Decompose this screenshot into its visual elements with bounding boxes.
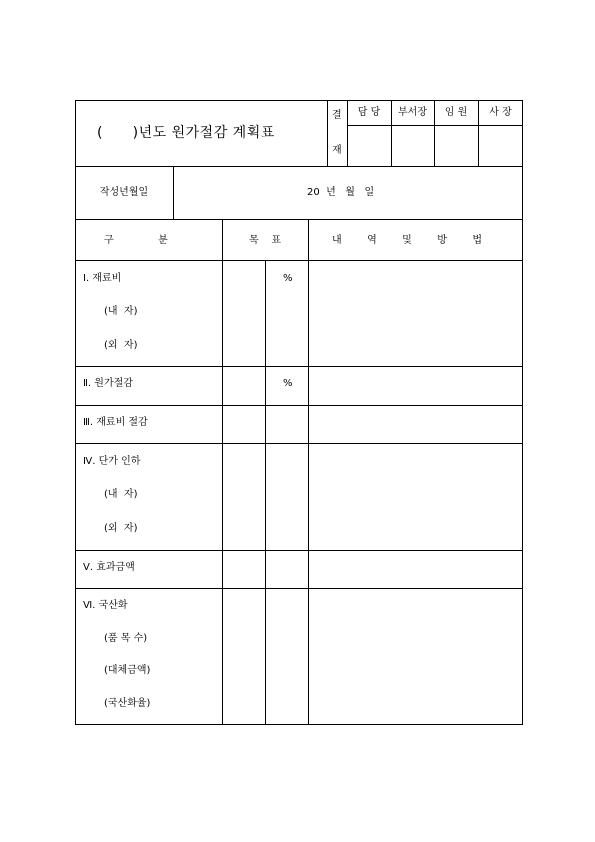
section-sub-item: (외 자) (104, 340, 138, 351)
section-sub-item: (외 자) (104, 523, 138, 534)
section-unit: % (283, 378, 293, 389)
approval-label-top: 결 (332, 110, 342, 121)
approval-col-manager: 담 당 (357, 107, 381, 118)
section-unit: % (283, 273, 293, 284)
section-sub-item: (내 자) (104, 489, 138, 500)
section-label: Ⅱ. 원가절감 (83, 378, 133, 389)
page-title: ( )년도 원가절감 계획표 (97, 125, 275, 141)
approval-label-bottom: 재 (332, 145, 342, 156)
approval-col-executive: 임 원 (444, 107, 468, 118)
section-sub-item: (국산화율) (104, 698, 151, 709)
section-sub-item: (품 목 수) (104, 633, 148, 644)
section-label: Ⅲ. 재료비 절감 (83, 417, 148, 428)
section-label: Ⅰ. 재료비 (83, 273, 122, 284)
approval-col-dept-head: 부서장 (398, 107, 427, 118)
section-sub-item: (대체금액) (104, 665, 151, 676)
section-label: Ⅳ. 단가 인하 (83, 456, 141, 467)
section-label: Ⅵ. 국산화 (83, 600, 128, 611)
date-label: 작성년월일 (99, 187, 149, 198)
header-target: 목 표 (248, 235, 282, 246)
header-details: 내 역 및 방 법 (332, 235, 483, 246)
header-category: 구 분 (104, 235, 168, 246)
cost-reduction-plan-form (75, 100, 523, 725)
date-value: 20 년 월 일 (307, 187, 375, 198)
section-sub-item: (내 자) (104, 306, 138, 317)
approval-col-president: 사 장 (489, 107, 512, 118)
section-label: Ⅴ. 효과금액 (83, 562, 135, 573)
